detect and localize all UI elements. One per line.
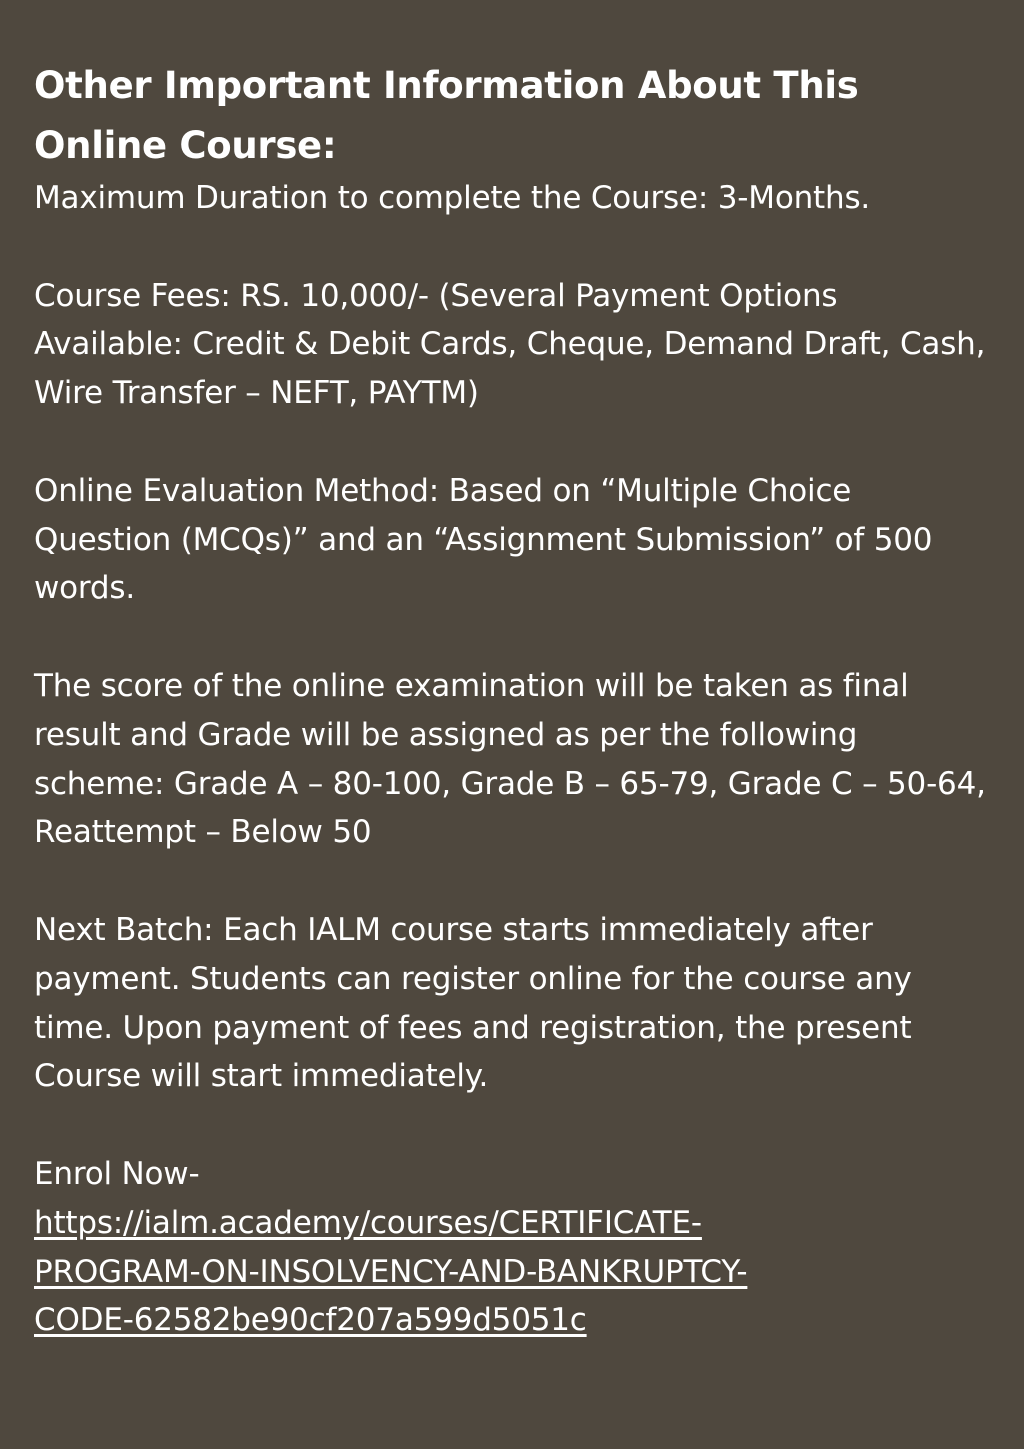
page-title: [34, 56, 990, 176]
enrol-link[interactable]: [34, 1205, 747, 1339]
enrol-link-line-1: https://ialm.academy/courses/CERTIFICATE-: [34, 1204, 702, 1241]
title-line-2: Online Course:: [34, 124, 337, 167]
evaluation-text: Online Evaluation Method: Based on “Multiple Choice Question (MCQs)” and an “Assignment Submission” of 500 words.: [34, 472, 933, 607]
info-body: [34, 174, 990, 1345]
enrol-link-line-3: CODE-62582be90cf207a599d5051c: [34, 1302, 587, 1339]
next-batch-text: Next Batch: Each IALM course starts immediately after payment. Students can register online for the course any time. Upon payment of fees and registration, the present Course will start immediately.: [34, 911, 912, 1095]
duration-text: Maximum Duration to complete the Course: 3-Months.: [34, 180, 871, 216]
fees-text: Course Fees: RS. 10,000/- (Several Payment Options Available: Credit & Debit Cards, Cheque, Demand Draft, Cash, Wire Transfer – NEFT, PAYTM): [34, 277, 986, 412]
enrol-link-line-2: PROGRAM-ON-INSOLVENCY-AND-BANKRUPTCY-: [34, 1253, 748, 1290]
title-line-1: Other Important Information About This: [34, 64, 859, 107]
grading-text: The score of the online examination will be taken as final result and Grade will be assigned as per the following scheme: Grade A – 80-100, Grade B – 65-79, Grade C – 50-64, Reattempt – Below 50: [34, 667, 986, 851]
enrol-label: Enrol Now-: [34, 1155, 200, 1192]
enrol-section: [34, 1150, 990, 1345]
